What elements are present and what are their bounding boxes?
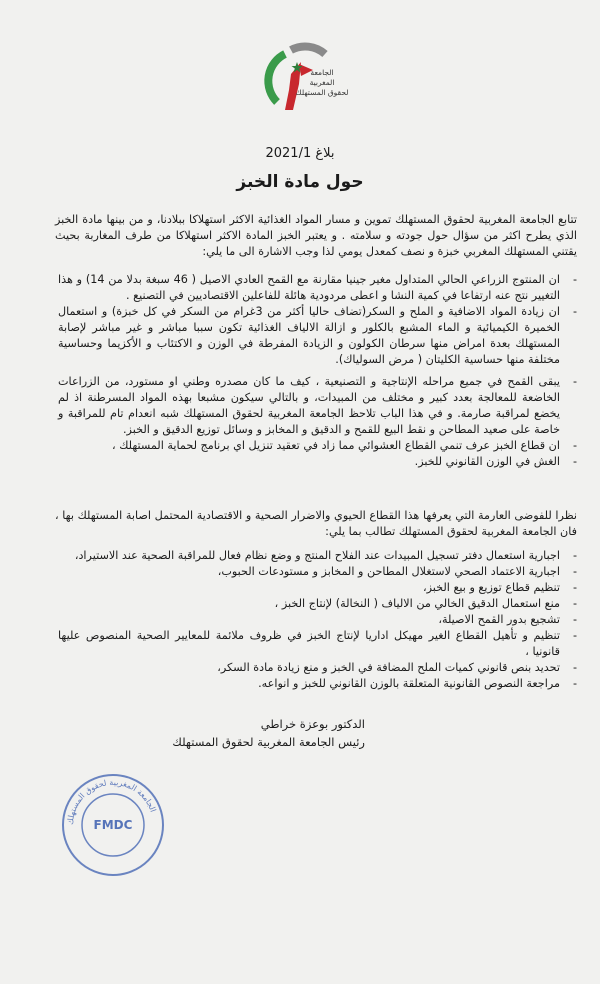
observations-list [58, 272, 580, 470]
document-title: حول مادة الخبز [236, 172, 364, 192]
list-item-text: تشجيع بدور القمح الاصيلة، [438, 613, 560, 626]
list-item: - ان زيادة المواد الاضافية و الملح و السكر(تضاف حاليا أكثر من 3غرام من السكر في كل خبزة) و استعمال الخميرة الكيميائية و الماء المشبع بالكلور و ازالة الالياف الغذائية تكون سببا مباشر و غير مباشر لإصابة المستهلك بعدة امراض منها سرطان الكولون و الزيادة المفرطة في الوزن و الاكتئاب و الأكزيما وحساسية مختلفة منها حساسية الكليتان ( مرض السولياك). [58, 305, 577, 366]
list-item: - اجبارية استعمال دفتر تسجيل المبيدات عند الفلاح المنتج و وضع نظام فعال للمراقبة الصحية عند الاستيراد، [74, 549, 577, 562]
list-item: - اجبارية الاعتماد الصحي لاستغلال المطاحن و المخابز و مستودعات الحبوب، [217, 565, 577, 578]
list-item-text: منع استعمال الدقيق الخالي من الالياف ( النخالة) لإنتاج الخبز ، [274, 597, 560, 610]
intro-paragraph: تتابع الجامعة المغربية لحقوق المستهلك تموين و مسار المواد الغذائية الاكثر استهلاكا ببلادنا، و من بينها مادة الخبز الذي يطرح اكثر من سؤال حول جودته و سلامته . و يعتبر الخبز المادة الاكثر استهلاكا من طرف المغاربة بحيث يقتني المستهلك المغربي خبزة و نصف كمعدل يومي لذا وجب الاشارة الى ما يلي: [55, 213, 577, 258]
logo-line: لحقوق المستهلك [295, 88, 349, 97]
demands-list [58, 548, 580, 692]
list-item-text: الغش في الوزن القانوني للخبز. [414, 455, 560, 468]
list-item: - تنظيم قطاع توزيع و بيع الخبز، [423, 581, 577, 594]
list-item: - مراجعة النصوص القانونية المتعلقة بالوزن القانوني للخبز و انواعه. [258, 677, 577, 690]
stamp-center-text: FMDC [93, 818, 133, 832]
list-item: - يبقى القمح في جميع مراحله الإنتاجية و التصنيعية ، كيف ما كان مصدره وطني او مستورد، من الزراعات الخاضعة للمعالجة بعدد كبير و مختلف من المبيدات، و بالتالي سيكون مشبعا بهذه المواد المسرطنة اذ لم يخضع لمراقبة صارمة. و في هذا الباب تلاحظ الجامعة المغربية لحقوق المستهلك شبه انعدام تام للمراقبة و خاصة على صعيد المطاحن و نقط البيع للقمح و الدقيق و المخابز و وسائل توزيع الدقيق و الخبز. [58, 375, 577, 436]
list-item: - ان المنتوج الزراعي الحالي المتداول مغير جينيا مقارنة مع القمح العادي الاصيل ( 46 سبغة بدلا من 14) و هذا التغيير نتج عنه ارتفاعا في كمية النشا و اعطى مردودية هائلة للفاعلين الاقتصاديين في التصنيع . [58, 273, 577, 302]
list-item-text: اجبارية الاعتماد الصحي لاستغلال المطاحن و المخابز و مستودعات الحبوب، [217, 565, 560, 578]
demands-intro-paragraph: نظرا للفوضى العارمة التي يعرفها هذا القطاع الحيوي والاضرار الصحية و الاقتصادية المحتمل اصابة المستهلك بها ، فان الجامعة المغربية لحقوق المستهلك تطالب بما يلي: [55, 509, 577, 538]
logo-line: الجامعة [310, 68, 334, 77]
reference-number: بلاغ 2021/1 [265, 146, 335, 161]
list-item-text: ان زيادة المواد الاضافية و الملح و السكر(تضاف حاليا أكثر من 3غرام من السكر في كل خبزة) و استعمال الخميرة الكيميائية و الماء المشبع بالكلور و ازالة الالياف الغذائية تكون سببا مباشر و غير مباشر لإصابة المستهلك بعدة امراض منها سرطان الكولون و الزيادة المفرطة في الوزن و الاكتئاب و الأكزيما وحساسية مختلفة منها حساسية الكليتان ( مرض السولياك). [58, 305, 560, 366]
list-item: - الغش في الوزن القانوني للخبز. [414, 455, 577, 468]
list-item-text: تنظيم قطاع توزيع و بيع الخبز، [423, 581, 560, 594]
logo-caption [292, 68, 352, 98]
list-item-text: تنظيم و تأهيل القطاع الغير مهيكل اداريا لإنتاج الخبز في ظروف ملائمة للمعايير الصحية المنصوص عليها قانونيا ، [58, 629, 560, 658]
logo-line: المغربية [309, 78, 335, 87]
list-item: - تشجيع بدور القمح الاصيلة، [438, 613, 577, 626]
list-item-text: يبقى القمح في جميع مراحله الإنتاجية و التصنيعية ، كيف ما كان مصدره وطني او مستورد، من الزراعات الخاضعة للمعالجة بعدد كبير و مختلف من المبيدات، و بالتالي سيكون مشبعا بهذه المواد المسرطنة اذ لم يخضع لمراقبة صارمة. و في هذا الباب تلاحظ الجامعة المغربية لحقوق المستهلك شبه انعدام تام للمراقبة و خاصة على صعيد المطاحن و نقط البيع للقمح و الدقيق و المخابز و وسائل توزيع الدقيق و الخبز. [58, 375, 560, 436]
list-item-text: ان قطاع الخبز عرف تنمي القطاع العشوائي مما زاد في تعقيد تنزيل اي برنامج لحماية المستهلك ، [112, 439, 560, 452]
list-item-text: مراجعة النصوص القانونية المتعلقة بالوزن القانوني للخبز و انواعه. [258, 677, 560, 690]
list-item: - تحديد بنص قانوني كميات الملح المضافة في الخبز و منع زيادة مادة السكر، [217, 661, 577, 674]
list-item: - ان قطاع الخبز عرف تنمي القطاع العشوائي مما زاد في تعقيد تنزيل اي برنامج لحماية المستهلك ، [112, 439, 577, 452]
signatory-name: الدكتور بوعزة خراطي [260, 717, 365, 731]
list-item: - منع استعمال الدقيق الخالي من الالياف ( النخالة) لإنتاج الخبز ، [274, 597, 577, 610]
list-item-text: تحديد بنص قانوني كميات الملح المضافة في الخبز و منع زيادة مادة السكر، [217, 661, 560, 674]
signatory-role: رئيس الجامعة المغربية لحقوق المستهلك [172, 735, 365, 749]
list-item-text: ان المنتوج الزراعي الحالي المتداول مغير جينيا مقارنة مع القمح العادي الاصيل ( 46 سبغة بدلا من 14) و هذا التغيير نتج عنه ارتفاعا في كمية النشا و اعطى مردودية هائلة للفاعلين الاقتصاديين في التصنيع . [58, 273, 560, 302]
official-stamp-icon [58, 770, 168, 880]
list-item: - تنظيم و تأهيل القطاع الغير مهيكل اداريا لإنتاج الخبز في ظروف ملائمة للمعايير الصحية المنصوص عليها قانونيا ، [58, 629, 577, 658]
stamp-ring-text: الجامعة المغربية لحقوق المستهلك [65, 777, 158, 826]
list-item-text: اجبارية استعمال دفتر تسجيل المبيدات عند الفلاح المنتج و وضع نظام فعال للمراقبة الصحية عند الاستيراد، [74, 549, 560, 562]
